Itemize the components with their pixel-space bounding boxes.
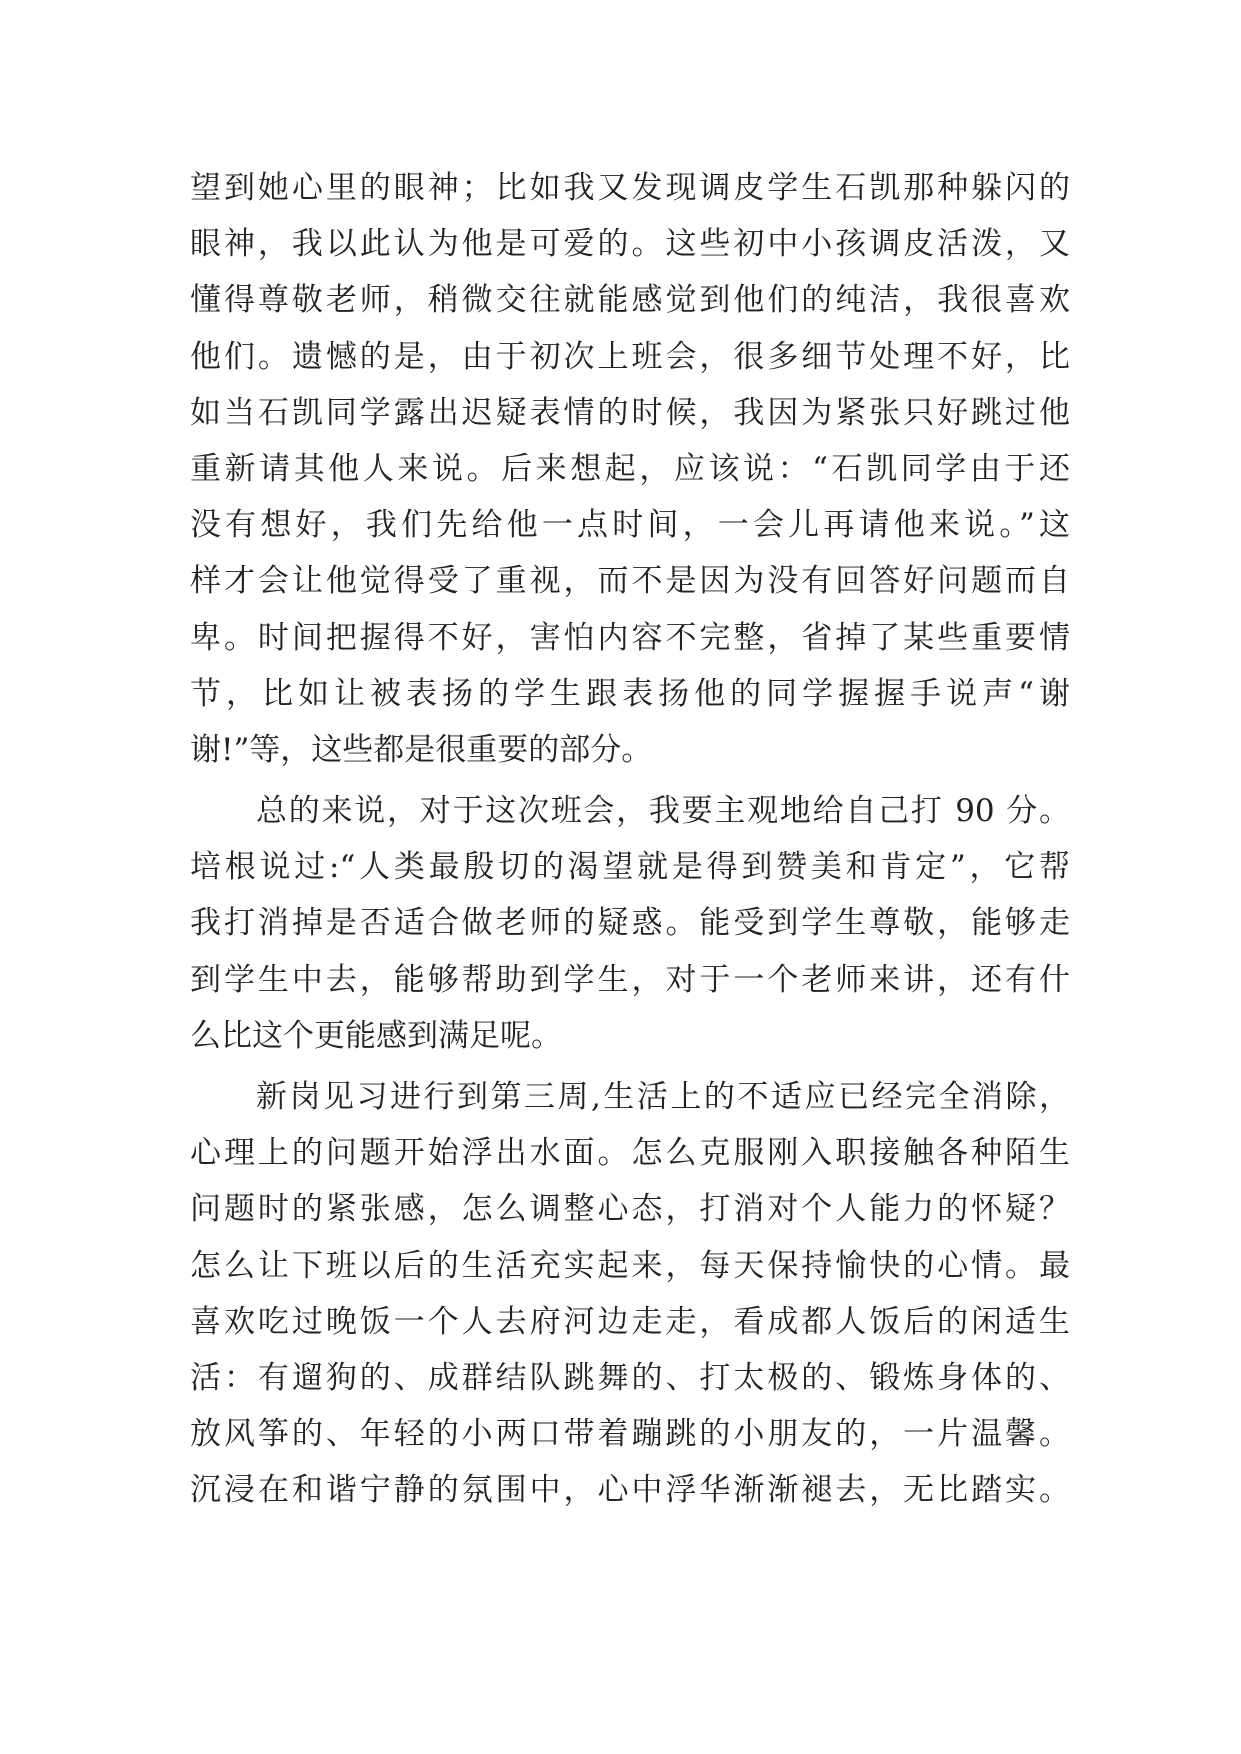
- paragraph-3: [190, 1069, 1070, 1519]
- text-line: 望到她心里的眼神；比如我又发现调皮学生石凯那种躲闪的: [190, 170, 1070, 206]
- document-body: [190, 160, 1070, 1519]
- text-line: 卑。时间把握得不好，害怕内容不完整，省掉了某些重要情: [190, 619, 1070, 656]
- text-line: 怎么让下班以后的生活充实起来，每天保持愉快的心情。最: [190, 1247, 1070, 1284]
- text-line: 样才会让他觉得受了重视，而不是因为没有回答好问题而自: [190, 563, 1070, 600]
- text-line: 如当石凯同学露出迟疑表情的时候，我因为紧张只好跳过他: [190, 394, 1070, 431]
- text-line: 新岗见习进行到第三周,生活上的不适应已经完全消除，: [256, 1079, 1070, 1115]
- text-line: 他们。遗憾的是，由于初次上班会，很多细节处理不好，比: [190, 338, 1070, 375]
- text-line: 活：有遛狗的、成群结队跳舞的、打太极的、锻炼身体的、: [190, 1359, 1070, 1396]
- text-line: 问题时的紧张感，怎么调整心态，打消对个人能力的怀疑？: [190, 1191, 1070, 1228]
- text-line: 喜欢吃过晚饭一个人去府河边走走，看成都人饭后的闲适生: [190, 1303, 1070, 1340]
- text-line: 总的来说，对于这次班会，我要主观地给自己打 90 分。: [256, 793, 1070, 830]
- text-line: 放风筝的、年轻的小两口带着蹦跳的小朋友的，一片温馨。: [190, 1416, 1070, 1453]
- text-line: 我打消掉是否适合做老师的疑惑。能受到学生尊敬，能够走: [190, 905, 1070, 942]
- text-line: 么比这个更能感到满足呢。: [190, 1017, 562, 1054]
- paragraph-1: [190, 160, 1070, 778]
- text-line: 重新请其他人来说。后来想起，应该说：“石凯同学由于还: [190, 450, 1070, 487]
- text-line: 没有想好，我们先给他一点时间，一会儿再请他来说。”这: [190, 507, 1070, 544]
- text-line: 培根说过:“人类最殷切的渴望就是得到赞美和肯定”，它帮: [190, 849, 1070, 886]
- text-line: 心理上的问题开始浮出水面。怎么克服刚入职接触各种陌生: [190, 1135, 1070, 1172]
- text-line: 沉浸在和谐宁静的氛围中，心中浮华渐渐褪去，无比踏实。: [190, 1472, 1070, 1509]
- text-line: 谢!”等，这些都是很重要的部分。: [190, 731, 653, 768]
- text-line: 眼神，我以此认为他是可爱的。这些初中小孩调皮活泼，又: [190, 226, 1070, 263]
- paragraph-2: [190, 783, 1070, 1064]
- text-line: 懂得尊敬老师，稍微交往就能感觉到他们的纯洁，我很喜欢: [190, 282, 1070, 319]
- text-line: 到学生中去，能够帮助到学生，对于一个老师来讲，还有什: [190, 961, 1070, 998]
- text-line: 节，比如让被表扬的学生跟表扬他的同学握握手说声“谢: [190, 675, 1070, 712]
